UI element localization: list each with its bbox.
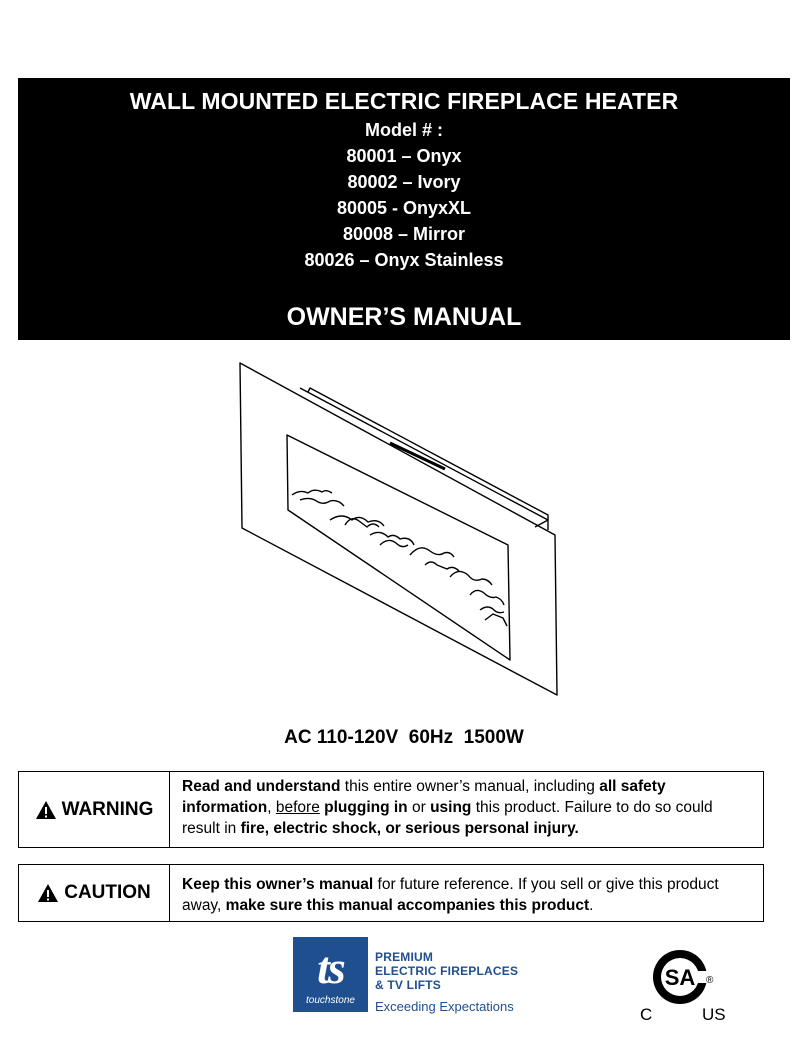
- warning-text-part: or: [407, 799, 431, 816]
- caution-label-cell: [19, 865, 170, 921]
- svg-text:SA: SA: [664, 965, 696, 990]
- manual-title: OWNER’S MANUAL: [286, 303, 522, 331]
- warning-text-bold: all safety information: [182, 778, 666, 816]
- title-banner: [18, 78, 790, 340]
- csa-c-label: C: [640, 1005, 653, 1024]
- logo-tagline: & TV LIFTS: [375, 978, 441, 992]
- ts-brand-mark: [293, 937, 368, 1012]
- caution-text-bold: make sure this manual accompanies this product: [225, 897, 590, 914]
- registered-mark: ®: [706, 975, 714, 986]
- caution-text-bold: Keep this owner’s manual: [182, 876, 374, 893]
- warning-text-bold: using: [430, 799, 472, 816]
- model-item: 80005 - OnyxXL: [336, 198, 472, 218]
- warning-text-bold: Read and understand: [182, 778, 341, 795]
- document-title: WALL MOUNTED ELECTRIC FIREPLACE HEATER: [129, 88, 679, 114]
- warning-text-bold: plugging in: [324, 799, 408, 816]
- fireplace-illustration: [230, 355, 570, 705]
- warning-text-part: this entire owner’s manual, including: [340, 778, 600, 795]
- warning-triangle-icon: [35, 800, 57, 820]
- warning-text: [170, 772, 763, 847]
- csa-us-label: US: [702, 1005, 726, 1024]
- caution-box: [18, 864, 764, 922]
- csa-certification-mark: [640, 945, 740, 1030]
- model-item: 80008 – Mirror: [342, 224, 466, 244]
- model-item: 80026 – Onyx Stainless: [304, 250, 504, 270]
- warning-label-cell: [19, 772, 170, 847]
- logo-tagline: ELECTRIC FIREPLACES: [375, 964, 519, 978]
- ts-wordmark: touchstone: [306, 995, 355, 1006]
- touchstone-logo: [293, 937, 523, 1017]
- warning-text-part: this product. Failure to do so could result in: [182, 799, 713, 837]
- model-item: 80001 – Onyx: [346, 146, 462, 166]
- warning-text-part: ,: [267, 799, 276, 816]
- caution-text-part: .: [589, 897, 594, 914]
- model-item: 80002 – Ivory: [347, 172, 461, 192]
- logo-slogan: Exceeding Expectations: [375, 999, 514, 1014]
- warning-box: [18, 771, 764, 848]
- warning-text-underline: before: [275, 799, 320, 816]
- warning-label: WARNING: [61, 798, 154, 820]
- logo-tagline: PREMIUM: [375, 950, 434, 964]
- caution-text: [170, 865, 763, 921]
- model-label: Model # :: [364, 120, 443, 140]
- caution-text-part: for future reference. If you sell or give this product away,: [182, 876, 719, 914]
- caution-label: CAUTION: [64, 882, 151, 903]
- caution-triangle-icon: [37, 883, 59, 903]
- warning-text-bold: fire, electric shock, or serious personal injury.: [240, 820, 579, 837]
- ts-letters: ts: [317, 942, 344, 993]
- electrical-specs: AC 110-120V 60Hz 1500W: [284, 727, 524, 748]
